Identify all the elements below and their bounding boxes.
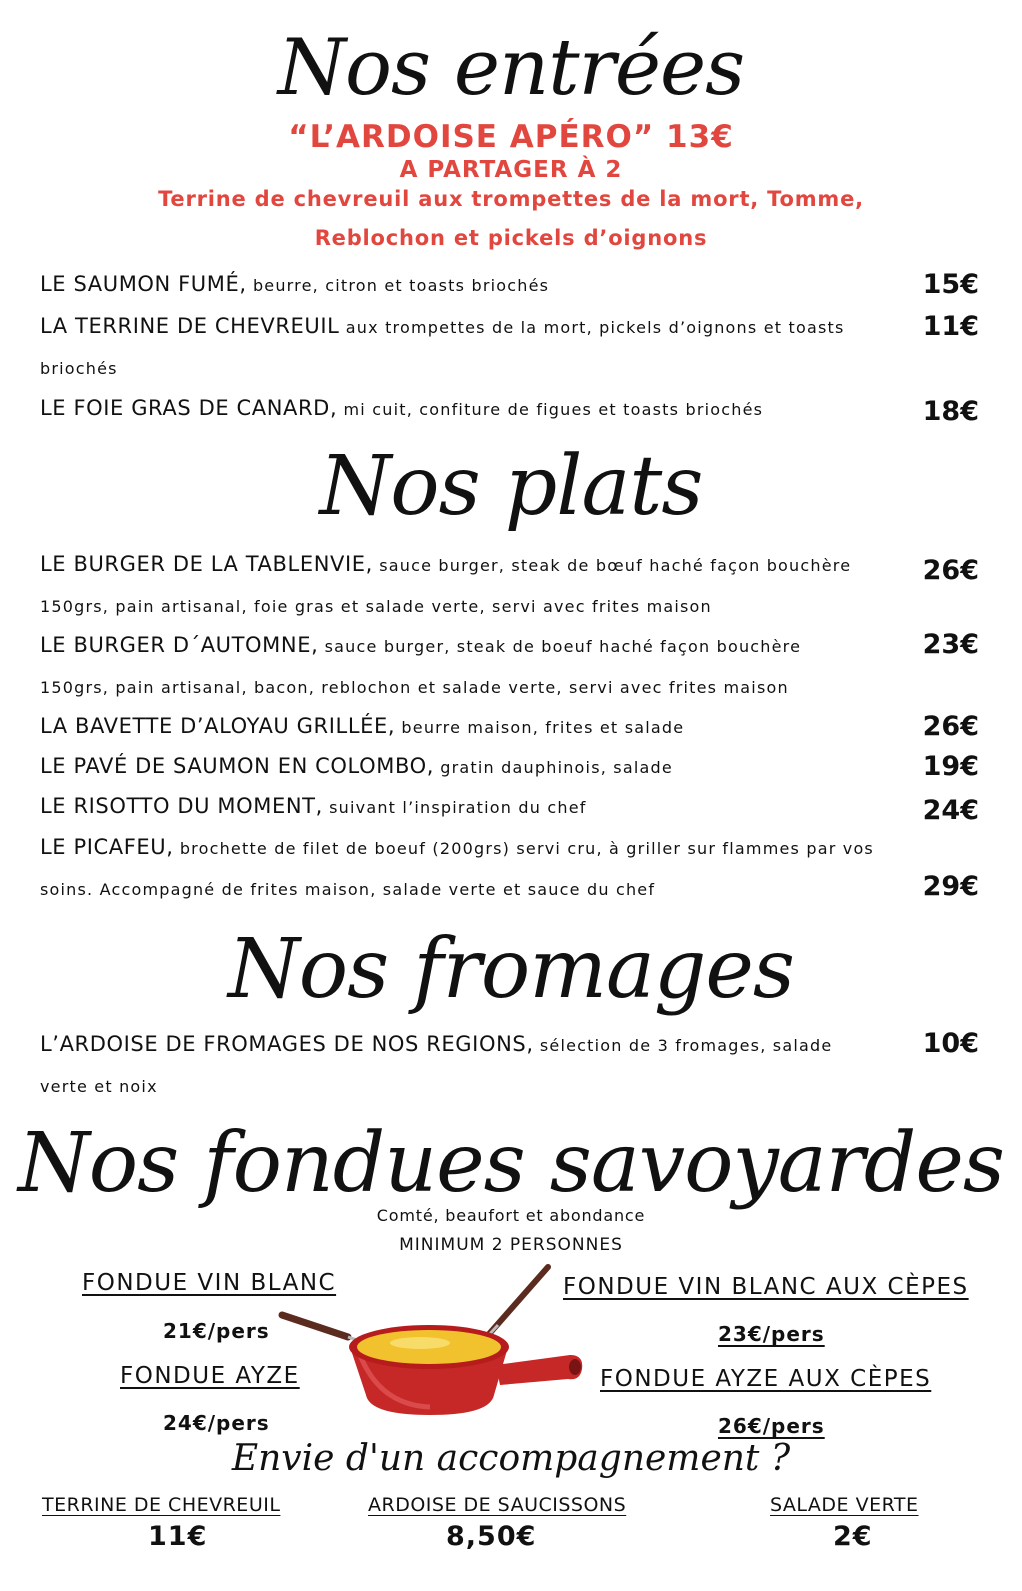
item-description: suivant l’inspiration du chef	[322, 798, 587, 817]
item-price: 29€	[922, 871, 979, 902]
item-price: 23€	[922, 629, 979, 660]
menu-item-pave-saumon	[40, 746, 900, 788]
item-price: 19€	[922, 751, 979, 782]
fondue-vin-blanc-label: FONDUE VIN BLANC	[82, 1270, 337, 1296]
side-terrine-label: TERRINE DE CHEVREUIL	[42, 1494, 281, 1516]
item-description: sauce burger, steak de bœuf haché façon bouchère 150grs, pain artisanal, foie gras et salade verte, servi avec frites maison	[40, 556, 852, 616]
menu-item-foie-gras	[40, 388, 900, 430]
menu-item-terrine-chevreuil	[40, 306, 850, 389]
item-description: beurre maison, frites et salade	[395, 718, 685, 737]
item-name: LE SAUMON FUMÉ,	[40, 272, 247, 296]
fondue-ayze-cepes-label: FONDUE AYZE AUX CÈPES	[600, 1366, 932, 1392]
item-price: 10€	[922, 1028, 979, 1059]
item-name: LE FOIE GRAS DE CANARD,	[40, 396, 338, 420]
item-name: LA BAVETTE D’ALOYAU GRILLÉE,	[40, 714, 396, 738]
item-description: sauce burger, steak de boeuf haché façon bouchère 150grs, pain artisanal, bacon, reblochon et salade verte, servi avec frites maison	[40, 637, 802, 697]
item-description: mi cuit, confiture de figues et toasts briochés	[337, 400, 764, 419]
fondue-vin-blanc-price: 21€/pers	[163, 1319, 270, 1343]
menu-item-bavette	[40, 706, 900, 748]
side-terrine-price: 11€	[148, 1521, 208, 1552]
heading-fondues: Nos fondues savoyardes	[18, 1116, 1004, 1211]
fondue-ayze-price: 24€/pers	[163, 1411, 270, 1435]
fondue-ayze-label: FONDUE AYZE	[120, 1363, 300, 1389]
item-name: LE BURGER D´AUTOMNE,	[40, 633, 319, 657]
menu-item-risotto	[40, 786, 900, 828]
item-name: LE BURGER DE LA TABLENVIE,	[40, 552, 373, 576]
item-description: sélection de 3 fromages, salade verte et noix	[40, 1036, 833, 1096]
item-description: beurre, citron et toasts briochés	[246, 276, 550, 295]
item-price: 15€	[922, 269, 979, 300]
item-price: 18€	[922, 396, 979, 427]
menu-item-burger-automne	[40, 625, 860, 708]
heading-fromages: Nos fromages	[228, 922, 794, 1017]
item-price: 26€	[922, 711, 979, 742]
item-name: L’ARDOISE DE FROMAGES DE NOS REGIONS,	[40, 1032, 534, 1056]
fondue-minimum: MINIMUM 2 PERSONNES	[399, 1235, 623, 1255]
heading-plats: Nos plats	[319, 439, 703, 534]
fondue-pot-icon	[270, 1255, 600, 1430]
special-description: Terrine de chevreuil aux trompettes de la mort, Tomme, Reblochon et pickels d’oignons	[158, 187, 864, 250]
heading-accompagnement: Envie d'un accompagnement ?	[231, 1438, 791, 1479]
fondue-vin-blanc-cepes-label: FONDUE VIN BLANC AUX CÈPES	[563, 1274, 969, 1300]
item-price: 11€	[922, 311, 979, 342]
side-salade-price: 2€	[833, 1521, 873, 1552]
special-subtitle: A PARTAGER À 2	[399, 157, 623, 183]
fondue-cheese-note: Comté, beaufort et abondance	[376, 1206, 646, 1225]
fondue-ayze-cepes-price: 26€/pers	[718, 1414, 825, 1438]
item-description: gratin dauphinois, salade	[434, 758, 673, 777]
item-name: LE PAVÉ DE SAUMON EN COLOMBO,	[40, 754, 434, 778]
menu-item-ardoise-fromages	[40, 1024, 860, 1107]
menu-item-picafeu	[40, 827, 890, 910]
item-price: 24€	[922, 795, 979, 826]
side-salade-label: SALADE VERTE	[770, 1494, 919, 1516]
menu-item-burger-tablenvie	[40, 544, 860, 627]
item-description: brochette de filet de boeuf (200grs) servi cru, à griller sur flammes par vos soins. Accompagné de frites maison, salade verte et sauce du chef	[40, 839, 874, 899]
item-description: aux trompettes de la mort, pickels d’oignons et toasts briochés	[40, 318, 845, 378]
menu-item-saumon-fume	[40, 264, 900, 306]
item-name: LA TERRINE DE CHEVREUIL	[40, 314, 340, 338]
heading-entrees: Nos entrées	[277, 23, 745, 113]
item-price: 26€	[922, 555, 979, 586]
side-saucissons-label: ARDOISE DE SAUCISSONS	[368, 1494, 627, 1516]
fondue-vin-blanc-cepes-price: 23€/pers	[718, 1322, 825, 1346]
special-title: “L’ARDOISE APÉRO” 13€	[288, 119, 734, 155]
side-saucissons-price: 8,50€	[446, 1521, 537, 1552]
item-name: LE RISOTTO DU MOMENT,	[40, 794, 323, 818]
item-name: LE PICAFEU,	[40, 835, 174, 859]
